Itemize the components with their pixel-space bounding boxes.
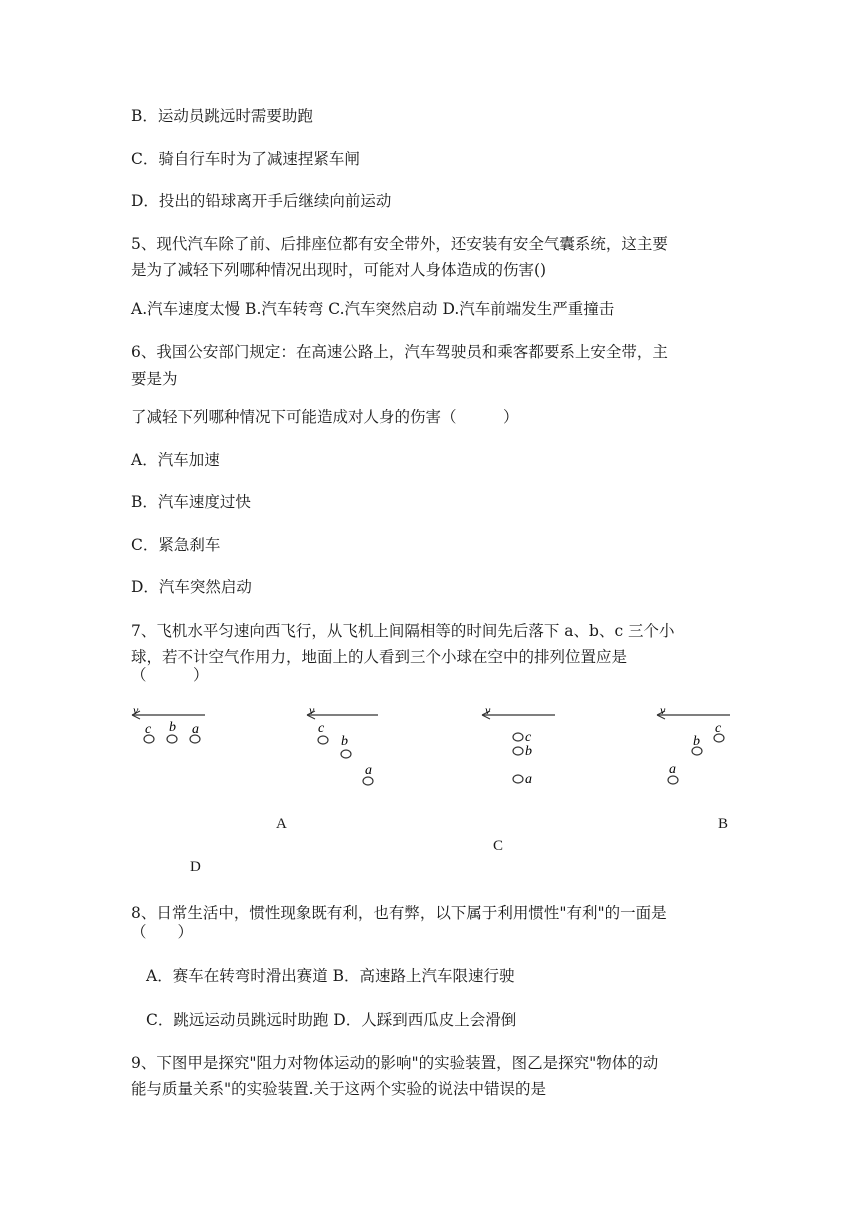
q7-stem-line2: 球，若不计空气作用力，地面上的人看到三个小球在空中的排列位置应是 [131, 648, 628, 666]
svg-text:v: v [485, 703, 491, 717]
q5-options: A.汽车速度太慢 B.汽车转弯 C.汽车突然启动 D.汽车前端发生严重撞击 [131, 300, 615, 318]
ball-a [513, 775, 523, 783]
q4-option-d: D．投出的铅球离开手后继续向前运动 [131, 192, 392, 210]
figure-label-d: D [190, 859, 201, 875]
q9-stem-line1: 9、下图甲是探究"阻力对物体运动的影响"的实验装置，图乙是探究"物体的动 [131, 1054, 659, 1072]
q7-figure [125, 700, 735, 804]
diagram-c [482, 703, 555, 787]
figure-label-a: A [276, 816, 287, 832]
svg-text:c: c [525, 730, 532, 745]
svg-text:a: a [525, 772, 532, 787]
svg-text:c: c [715, 721, 722, 736]
q6-stem-line3: 了减轻下列哪种情况下可能造成对人身的伤害（ ） [131, 408, 519, 426]
figure-label-c: C [493, 838, 504, 854]
q4-option-c: C．骑自行车时为了减速捏紧车闸 [131, 150, 360, 168]
ball-arrangement-diagrams [125, 700, 735, 800]
q6-option-d: D．汽车突然启动 [131, 578, 252, 596]
diagram-b [307, 703, 378, 785]
diagram-d [657, 703, 730, 784]
svg-text:v: v [660, 703, 666, 717]
q6-stem-line1: 6、我国公安部门规定：在高速公路上，汽车驾驶员和乘客都要系上安全带，主 [131, 343, 668, 361]
svg-text:b: b [693, 734, 700, 749]
q6-option-b: B．汽车速度过快 [131, 493, 251, 511]
diagram-a [132, 703, 205, 743]
q4-option-b: B．运动员跳远时需要助跑 [131, 107, 313, 125]
svg-text:b: b [341, 734, 348, 749]
q5-stem-line1: 5、现代汽车除了前、后排座位都有安全带外，还安装有安全气囊系统，这主要 [131, 235, 668, 253]
velocity-label: v [133, 703, 139, 717]
svg-text:b: b [525, 744, 532, 759]
q6-option-a: A．汽车加速 [131, 451, 220, 469]
svg-text:b: b [169, 720, 176, 735]
q6-option-c: C．紧急刹车 [131, 536, 221, 554]
q7-stem-line1: 7、飞机水平匀速向西飞行，从飞机上间隔相等的时间先后落下 a、b、c 三个小 [131, 622, 675, 640]
ball-c [513, 733, 523, 741]
figure-label-b: B [718, 816, 729, 832]
svg-text:c: c [318, 721, 325, 736]
svg-text:a: a [365, 763, 372, 778]
q6-stem-line2: 要是为 [131, 370, 178, 388]
ball-b [513, 747, 523, 755]
q5-stem-line2: 是为了减轻下列哪种情况出现时，可能对人身体造成的伤害() [131, 261, 547, 279]
q7-stem-line3: （ ） [131, 666, 209, 684]
ball-c [318, 736, 328, 744]
svg-text:a: a [192, 722, 199, 737]
q8-stem-line2: （ ） [131, 923, 194, 941]
svg-text:a: a [669, 762, 676, 777]
svg-text:c: c [145, 722, 152, 737]
q9-stem-line2: 能与质量关系"的实验装置.关于这两个实验的说法中错误的是 [131, 1080, 547, 1098]
q8-options-cd: C．跳远运动员跳远时助跑 D．人踩到西瓜皮上会滑倒 [146, 1011, 517, 1029]
ball-b [341, 750, 351, 758]
q8-options-ab: A．赛车在转弯时滑出赛道 B．高速路上汽车限速行驶 [146, 967, 515, 985]
svg-text:v: v [309, 703, 315, 717]
ball-a [668, 776, 678, 784]
ball-a [363, 777, 373, 785]
q8-stem-line1: 8、日常生活中，惯性现象既有利，也有弊，以下属于利用惯性"有利"的一面是 [131, 904, 667, 922]
ball-b [167, 735, 177, 743]
